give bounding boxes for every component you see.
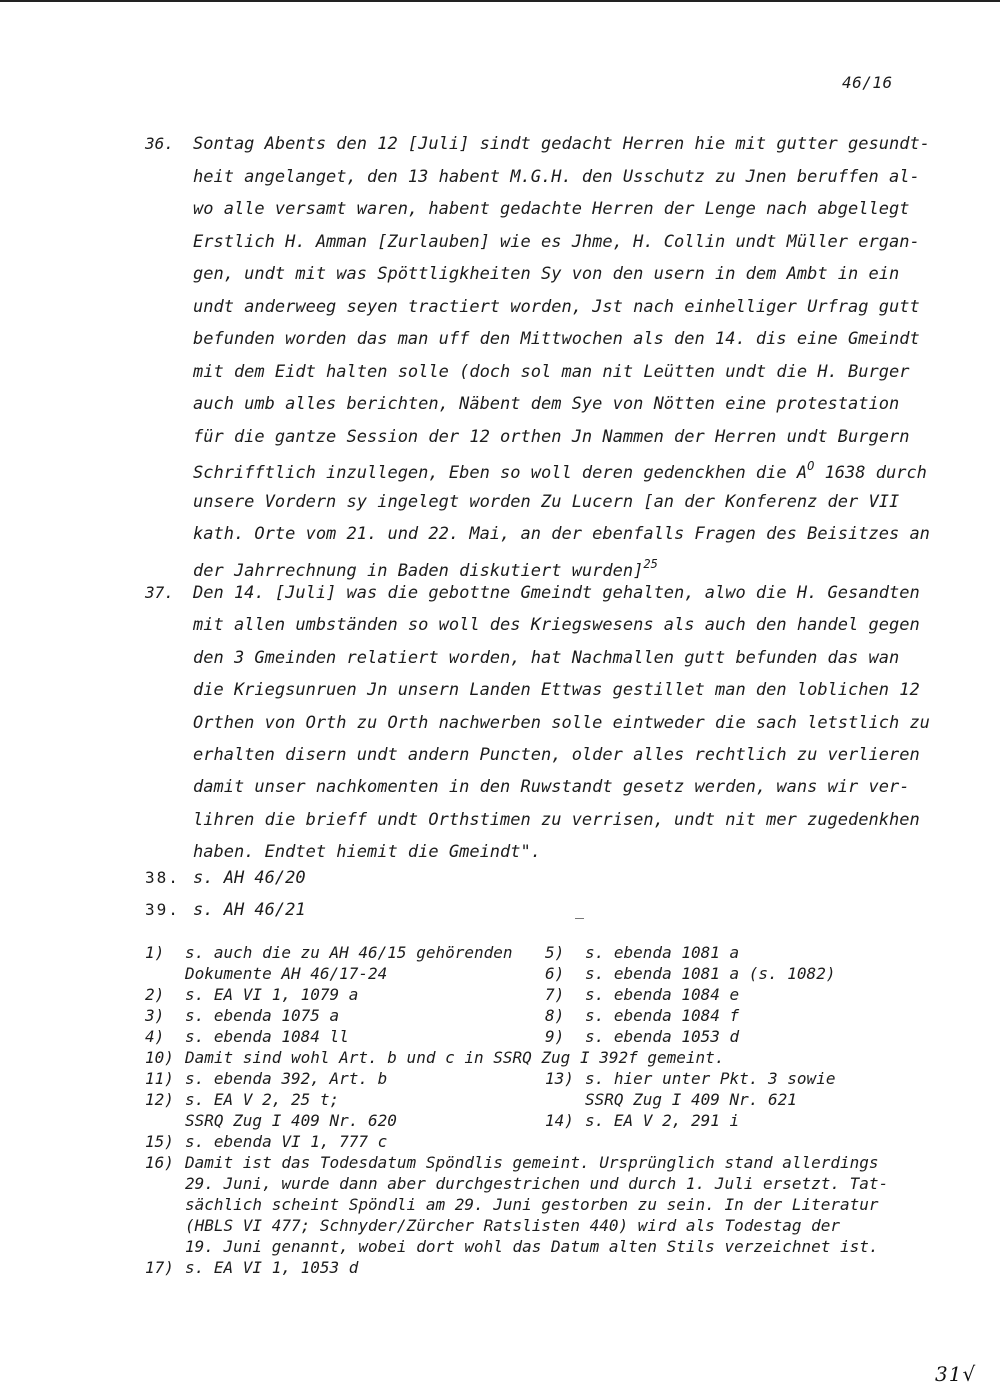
footnote-number: 11) bbox=[145, 1069, 174, 1088]
footnote-text: s. EA V 2, 25 t; bbox=[185, 1090, 340, 1109]
footnote-number: 14) bbox=[545, 1111, 574, 1130]
text-segment: 1638 durch bbox=[814, 463, 927, 483]
footnote bbox=[545, 964, 835, 983]
text-line: s. AH 46/21 bbox=[193, 900, 306, 920]
footnote-text: s. hier unter Pkt. 3 sowie bbox=[585, 1069, 836, 1088]
text-line: s. AH 46/20 bbox=[193, 868, 306, 888]
footnote bbox=[545, 1090, 797, 1109]
footnote-number: 9) bbox=[545, 1027, 565, 1046]
footnote-text: s. ebenda VI 1, 777 c bbox=[185, 1132, 388, 1151]
footnote-number: 1) bbox=[145, 943, 165, 962]
text-line: erhalten disern undt andern Puncten, older alles rechtlich zu verlieren bbox=[193, 745, 920, 765]
footnote-number: 2) bbox=[145, 985, 165, 1004]
handwritten-mark: 31√ bbox=[935, 1362, 977, 1386]
footnote bbox=[145, 1237, 879, 1256]
entry-number: 36. bbox=[145, 134, 174, 153]
scan-top-edge bbox=[0, 0, 1000, 2]
superscript-o: O bbox=[807, 459, 815, 473]
footnote-number: 15) bbox=[145, 1132, 174, 1151]
footnote-text: SSRQ Zug I 409 Nr. 621 bbox=[585, 1090, 797, 1109]
text-line: unsere Vordern sy ingelegt worden Zu Lucern [an der Konferenz der VII bbox=[193, 491, 900, 512]
footnote-text: (HBLS VI 477; Schnyder/Zürcher Ratslisten 440) wird als Todestag der bbox=[185, 1216, 841, 1235]
footnote bbox=[545, 1069, 835, 1088]
footnote bbox=[145, 1090, 339, 1109]
footnote bbox=[145, 1069, 387, 1088]
text-line: Den 14. [Juli] was die gebottne Gmeindt gehalten, alwo die H. Gesandten bbox=[193, 583, 920, 603]
footnote-text: SSRQ Zug I 409 Nr. 620 bbox=[185, 1111, 397, 1130]
text-segment: Schrifftlich inzullegen, Eben so woll deren gedenckhen die A bbox=[193, 463, 808, 483]
footnote bbox=[545, 1111, 739, 1130]
text-line: auch umb alles berichten, Näbent dem Sye von Nötten eine protestation bbox=[193, 394, 900, 414]
text-line: wo alle versamt waren, habent gedachte Herren der Lenge nach abgellegt bbox=[193, 199, 910, 219]
footnote bbox=[145, 1174, 888, 1193]
text-line bbox=[193, 557, 658, 581]
text-line: undt anderweeg seyen tractiert worden, Jst nach einhelliger Urfrag gutt bbox=[193, 296, 920, 317]
footnote-number: 10) bbox=[145, 1048, 174, 1067]
footnote-number: 16) bbox=[145, 1153, 174, 1172]
footnote-number: 12) bbox=[145, 1090, 174, 1109]
footnote-number: 17) bbox=[145, 1258, 174, 1277]
footnote-text: s. ebenda 1081 a (s. 1082) bbox=[585, 964, 836, 983]
footnote-number: 13) bbox=[545, 1069, 574, 1088]
text-line: kath. Orte vom 21. und 22. Mai, an der ebenfalls Fragen des Beisitzes an bbox=[193, 524, 930, 544]
footnote-text: s. ebenda 1075 a bbox=[185, 1006, 340, 1025]
text-line: Orthen von Orth zu Orth nachwerben solle eintweder die sach letstlich zu bbox=[193, 712, 930, 733]
footnote-text: 19. Juni genannt, wobei dort wohl das Datum alten Stils verzeichnet ist. bbox=[185, 1237, 879, 1256]
text-line: mit allen umbständen so woll des Kriegswesens als auch den handel gegen bbox=[193, 615, 920, 636]
footnote bbox=[545, 1006, 739, 1025]
footnote bbox=[145, 1006, 339, 1025]
text-line: heit angelanget, den 13 habent M.G.H. den Usschutz zu Jnen beruffen al- bbox=[193, 166, 920, 187]
text-line: den 3 Gmeinden relatiert worden, hat Nachmallen gutt befunden das wan bbox=[193, 647, 900, 668]
footnote bbox=[145, 1111, 397, 1130]
footnote-number: 4) bbox=[145, 1027, 165, 1046]
footnote-text: s. EA VI 1, 1053 d bbox=[185, 1258, 359, 1277]
text-segment: der Jahrrechnung in Baden diskutiert wurden] bbox=[193, 560, 644, 581]
entry-number: 39. bbox=[145, 900, 180, 919]
footnote-text: s. ebenda 1081 a bbox=[585, 943, 740, 962]
text-line: gen, undt mit was Spöttligkheiten Sy von den usern in dem Ambt in ein bbox=[193, 264, 900, 284]
footnote-text: Damit ist das Todesdatum Spöndlis gemeint. Ursprünglich stand allerdings bbox=[185, 1153, 879, 1172]
text-line: mit dem Eidt halten solle (doch sol man nit Leütten undt die H. Burger bbox=[193, 361, 910, 382]
text-line: haben. Endtet hiemit die Gmeindt". bbox=[193, 842, 541, 863]
footnote-text: s. EA V 2, 291 i bbox=[585, 1111, 740, 1130]
footnote bbox=[145, 1132, 387, 1151]
footnote-text: Dokumente AH 46/17-24 bbox=[185, 964, 388, 983]
footnote-text: s. ebenda 1084 f bbox=[585, 1006, 740, 1025]
footnote-text: s. ebenda 1084 e bbox=[585, 985, 740, 1004]
text-line: lihren die brieff undt Orthstimen zu verrisen, undt nit mer zugedenkhen bbox=[193, 809, 920, 830]
footnote-number: 7) bbox=[545, 985, 565, 1004]
footnote bbox=[545, 1027, 739, 1046]
text-line: Sontag Abents den 12 [Juli] sindt gedacht Herren hie mit gutter gesundt- bbox=[193, 134, 930, 154]
footnote-ref-25: 25 bbox=[643, 556, 658, 571]
footnote bbox=[145, 1258, 358, 1277]
footnote-text: s. ebenda 1053 d bbox=[585, 1027, 740, 1046]
footnote-text: s. ebenda 392, Art. b bbox=[185, 1069, 388, 1088]
footnote bbox=[545, 985, 739, 1004]
footnote bbox=[145, 1153, 879, 1172]
separator-dash bbox=[575, 918, 584, 919]
footnote bbox=[545, 943, 739, 962]
text-line: für die gantze Session der 12 orthen Jn Nammen der Herren undt Burgern bbox=[193, 426, 910, 447]
footnote-text: 29. Juni, wurde dann aber durchgestrichen und durch 1. Juli ersetzt. Tat- bbox=[185, 1174, 889, 1193]
footnote-text: sächlich scheint Spöndli am 29. Juni gestorben zu sein. In der Literatur bbox=[185, 1195, 879, 1214]
footnote-number: 5) bbox=[545, 943, 565, 962]
footnote-number: 3) bbox=[145, 1006, 165, 1025]
footnote-text: s. auch die zu AH 46/15 gehörenden bbox=[185, 943, 513, 962]
footnote bbox=[145, 1048, 724, 1067]
footnote-number: 6) bbox=[545, 964, 565, 983]
footnote-text: s. ebenda 1084 ll bbox=[185, 1027, 349, 1046]
text-line: damit unser nachkomenten in den Ruwstandt gesetz werden, wans wir ver- bbox=[193, 777, 910, 798]
footnote bbox=[145, 1216, 840, 1235]
entry-number: 37. bbox=[145, 583, 174, 602]
text-line bbox=[193, 459, 927, 483]
footnote bbox=[145, 1027, 349, 1046]
entry-number: 38. bbox=[145, 868, 180, 887]
footnote bbox=[145, 985, 358, 1004]
footnote bbox=[145, 964, 387, 983]
footnote-number: 8) bbox=[545, 1006, 565, 1025]
text-line: befunden worden das man uff den Mittwochen als den 14. dis eine Gmeindt bbox=[193, 329, 920, 349]
text-line: Erstlich H. Amman [Zurlauben] wie es Jhme, H. Collin undt Müller ergan- bbox=[193, 231, 920, 252]
text-line: die Kriegsunruen Jn unsern Landen Ettwas gestillet man den loblichen 12 bbox=[193, 680, 920, 701]
footnote bbox=[145, 1195, 879, 1214]
footnote-text: s. EA VI 1, 1079 a bbox=[185, 985, 359, 1004]
footnote-text: Damit sind wohl Art. b und c in SSRQ Zug I 392f gemeint. bbox=[185, 1048, 725, 1067]
page-number: 46/16 bbox=[842, 73, 893, 92]
footnote bbox=[145, 943, 513, 962]
